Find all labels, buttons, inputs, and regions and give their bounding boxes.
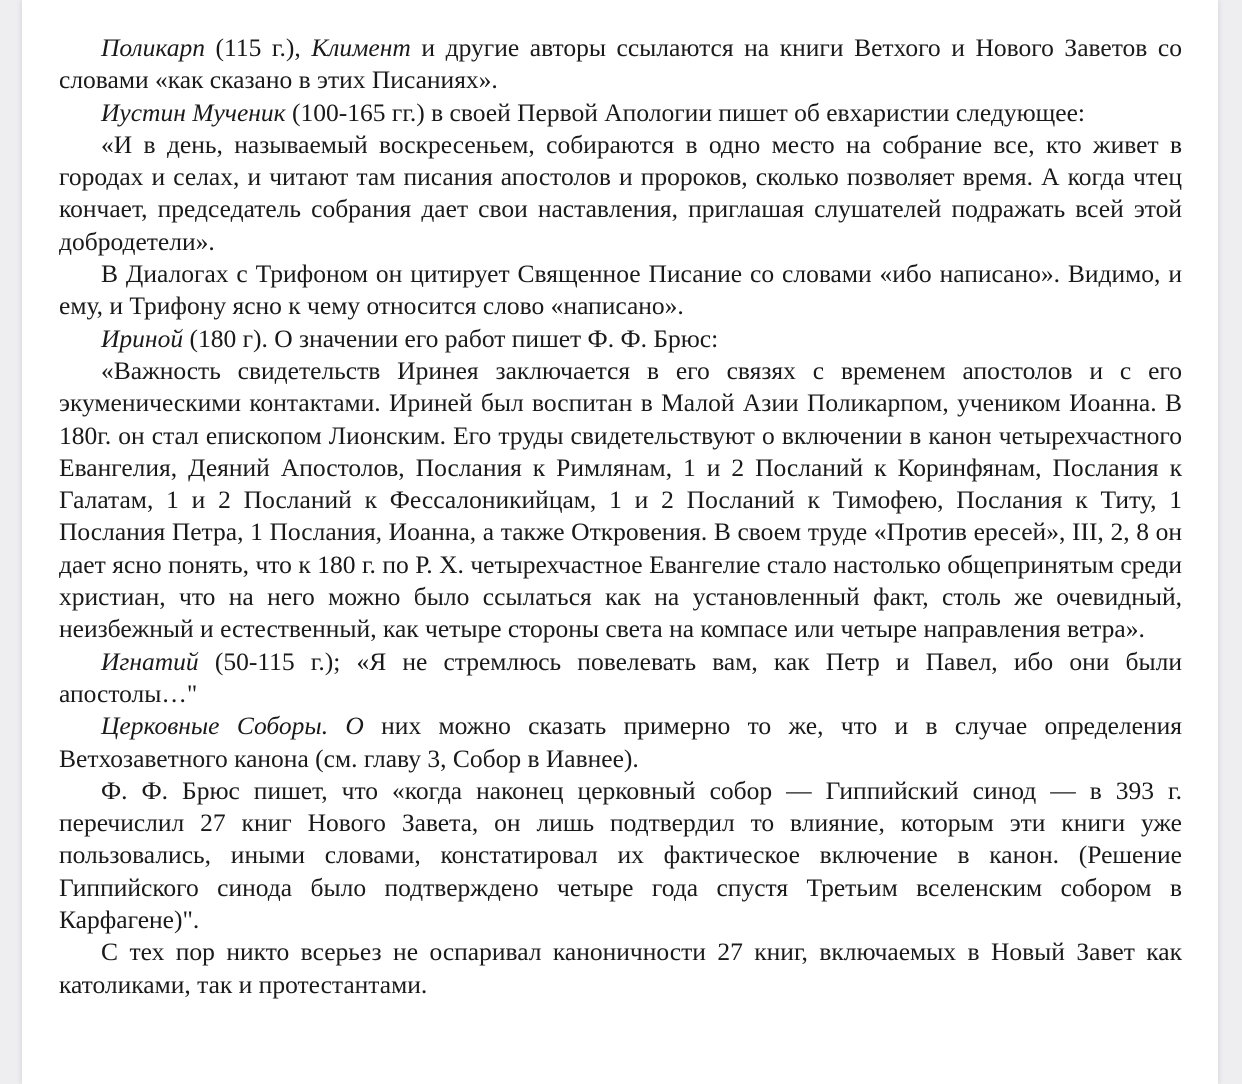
name-irenaeus: Ириной <box>101 323 184 353</box>
quote-bruce-irenaeus <box>59 355 1182 646</box>
paragraph-ignatius <box>59 646 1182 711</box>
paragraph-text: и другие авторы ссылаются на книги Ветхого и Нового Заветов со словами «как сказано в этих Писаниях». <box>59 33 1182 95</box>
paragraph-text: (180 г). О значении его работ пишет Ф. Ф. Брюс: <box>183 323 719 353</box>
paragraph-hippo <box>59 775 1182 936</box>
paragraph-text: Ф. Ф. Брюс пишет, что «когда наконец церковный собор — Гиппийский синод — в 393 г. перечислил 27 книг Нового Завета, он лишь подтвердил то влияние, которым эти книги уже пользовались, иными словами, констатировал их фактическое включение в канон. (Решение Гиппийского синода было подтверждено четыре года спустя Третьим вселенским собором в Карфагене)". <box>59 775 1182 935</box>
paragraph-conclusion <box>59 936 1182 1001</box>
paragraph-text: (50-115 г.); «Я не стремлюсь повелевать вам, как Петр и Павел, ибо они были апостолы…" <box>59 646 1182 708</box>
heading-councils: Церковные Соборы. О <box>101 711 364 741</box>
quote-justin <box>59 129 1182 258</box>
name-ignatius: Игнатий <box>101 646 199 676</box>
document-body <box>59 32 1182 1001</box>
paragraph-justin <box>59 97 1182 129</box>
name-clement: Климент <box>311 33 411 62</box>
paragraph-text: (100-165 гг.) в своей Первой Апологии пишет об евхаристии следующее: <box>285 97 1085 127</box>
paragraph-text: них можно сказать примерно то же, что и в случае определения Ветхозаветного канона (см. главу 3, Собор в Иавнее). <box>59 711 1182 773</box>
name-justin: Иустин Мученик <box>101 97 286 127</box>
document-page <box>22 0 1218 1084</box>
paragraph-text: В Диалогах с Трифоном он цитирует Священное Писание со словами «ибо написано». Видимо, и ему, и Трифону ясно к чему относится слово «написано». <box>59 259 1182 321</box>
paragraph-text: С тех пор никто всерьез не оспаривал каноничности 27 книг, включаемых в Новый Завет как католиками, так и протестантами. <box>59 937 1182 999</box>
paragraph-text: «Важность свидетельств Иринея заключается в его связях с временем апостолов и с его экуменическими контактами. Ириней был воспитан в Малой Азии Поликарпом, учеником Иоанна. В 180г. он стал епископом Лионским. Его труды свидетельствуют о включении в канон четырехчастного Евангелия, Деяний Апостолов, Послания к Римлянам, 1 и 2 Посланий к Коринфянам, Послания к Галатам, 1 и 2 Посланий к Фессалоникийцам, 1 и 2 Посланий к Тимофею, Послания к Титу, 1 Послания Петра, 1 Послания, Иоанна, а также Откровения. В своем труде «Против ересей», III, 2, 8 он дает ясно понять, что к 180 г. по Р. Х. четырехчастное Евангелие стало настолько общепринятым среди христиан, что на него можно было ссылаться как на установленный факт, столь же очевидный, неизбежный и естественный, как четыре стороны света на компасе или четыре направления ветра». <box>59 355 1182 644</box>
paragraph-text: (115 г.), <box>204 33 312 62</box>
name-polycarp: Поликарп <box>101 33 205 62</box>
paragraph-text: «И в день, называемый воскресеньем, собираются в одно место на собрание все, кто живет в городах и селах, и читают там писания апостолов и пророков, сколько позволяет время. А когда чтец кончает, председатель собрания дает свои наставления, приглашая слушателей подражать всей этой добродетели». <box>59 129 1182 256</box>
paragraph-trypho <box>59 258 1182 323</box>
paragraph-councils <box>59 710 1182 775</box>
paragraph-irenaeus <box>59 323 1182 355</box>
paragraph-polycarp <box>59 32 1182 97</box>
